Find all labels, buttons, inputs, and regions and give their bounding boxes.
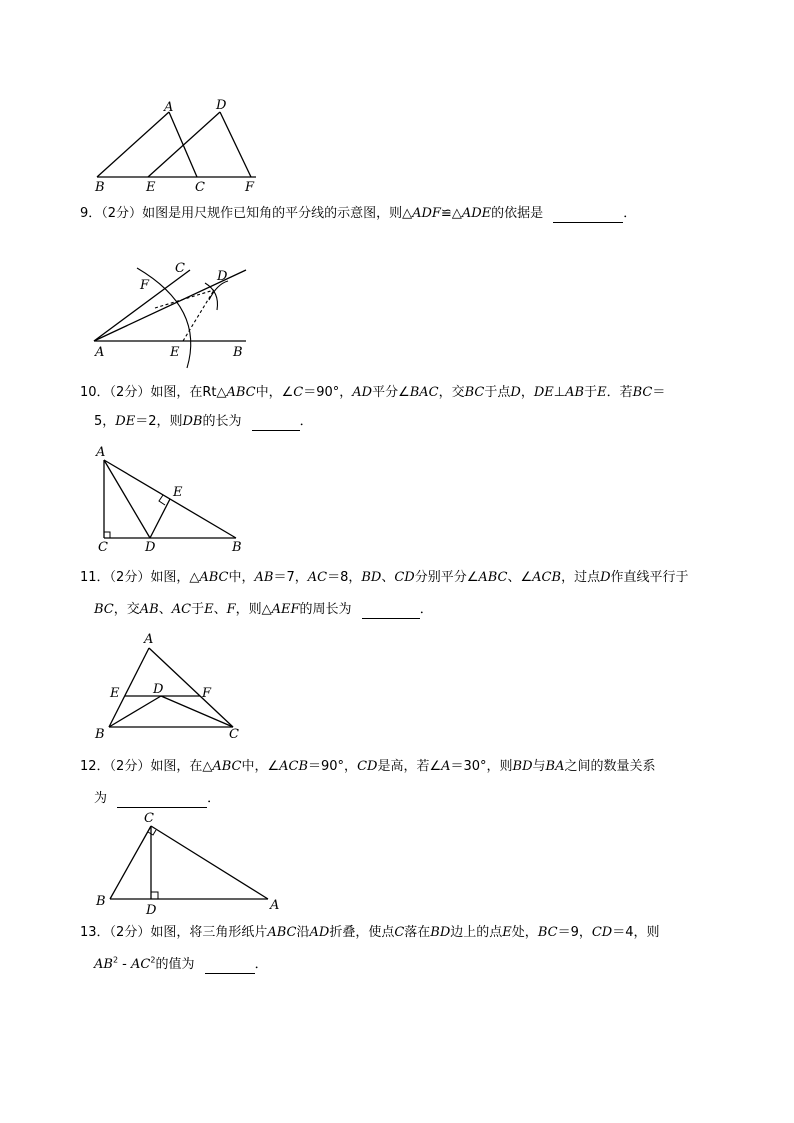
right-angle-mark-D xyxy=(151,892,158,899)
question-10-line2: 5，DE＝2，则DB的长为 ． xyxy=(94,414,313,429)
label-F-q9: F xyxy=(140,278,150,293)
label-D-top: D xyxy=(216,98,227,113)
label-C-top: C xyxy=(195,180,205,195)
label-E-q10: E xyxy=(173,485,183,500)
answer-blank-13[interactable] xyxy=(205,959,255,974)
label-C-q12: C xyxy=(144,811,154,826)
label-C-q9: C xyxy=(175,261,185,276)
label-F-q11: F xyxy=(202,686,212,701)
label-E-top: E xyxy=(146,180,156,195)
question-9-text: 9．（2分）如图是用尺规作已知角的平分线的示意图，则△ADF≌△ADE的依据是 ． xyxy=(80,206,637,221)
question-13-line1: 13．（2分）如图，将三角形纸片ABC沿AD折叠，使点C落在BD边上的点E处，BC＝9，CD＝4，则 xyxy=(80,925,660,940)
label-F-top: F xyxy=(245,180,255,195)
label-B-q9: B xyxy=(233,345,243,360)
label-B-q10: B xyxy=(232,540,242,555)
label-A-q10: A xyxy=(96,445,106,460)
segment-CA xyxy=(151,826,268,899)
label-C-q11: C xyxy=(229,727,239,742)
label-A-q11: A xyxy=(144,632,154,647)
label-D-q12: D xyxy=(146,903,157,918)
label-C-q10: C xyxy=(98,540,108,555)
segment-BC xyxy=(110,826,151,899)
right-angle-mark-C xyxy=(148,830,156,835)
label-B-q12: B xyxy=(96,894,106,909)
label-B-top: B xyxy=(95,180,105,195)
label-D-q11: D xyxy=(153,682,164,697)
question-11-line2: BC，交AB、AC于E、F，则△AEF的周长为 ． xyxy=(94,602,433,617)
label-A-q9: A xyxy=(95,345,105,360)
label-A-top: A xyxy=(164,100,174,115)
label-A-q12: A xyxy=(270,898,280,913)
label-E-q11: E xyxy=(110,686,120,701)
question-12-line1: 12．（2分）如图，在△ABC中，∠ACB＝90°，CD是高，若∠A＝30°，则BD与BA之间的数量关系 xyxy=(80,759,656,774)
question-11-line1: 11．（2分）如图，△ABC中，AB＝7，AC＝8，BD、CD分别平分∠ABC、∠ACB，过点D作直线平行于 xyxy=(80,570,689,585)
label-B-q11: B xyxy=(95,727,105,742)
label-D-q10: D xyxy=(145,540,156,555)
question-10-line1: 10．（2分）如图，在Rt△ABC中，∠C＝90°，AD平分∠BAC，交BC于点D，DE⊥AB于E．若BC＝ xyxy=(80,385,666,400)
label-E-q9: E xyxy=(170,345,180,360)
label-D-q9: D xyxy=(217,269,228,284)
question-12-line2: 为 ． xyxy=(94,791,221,806)
question-13-line2: $AB^2 - AC^2$的值为 ． xyxy=(94,955,268,972)
